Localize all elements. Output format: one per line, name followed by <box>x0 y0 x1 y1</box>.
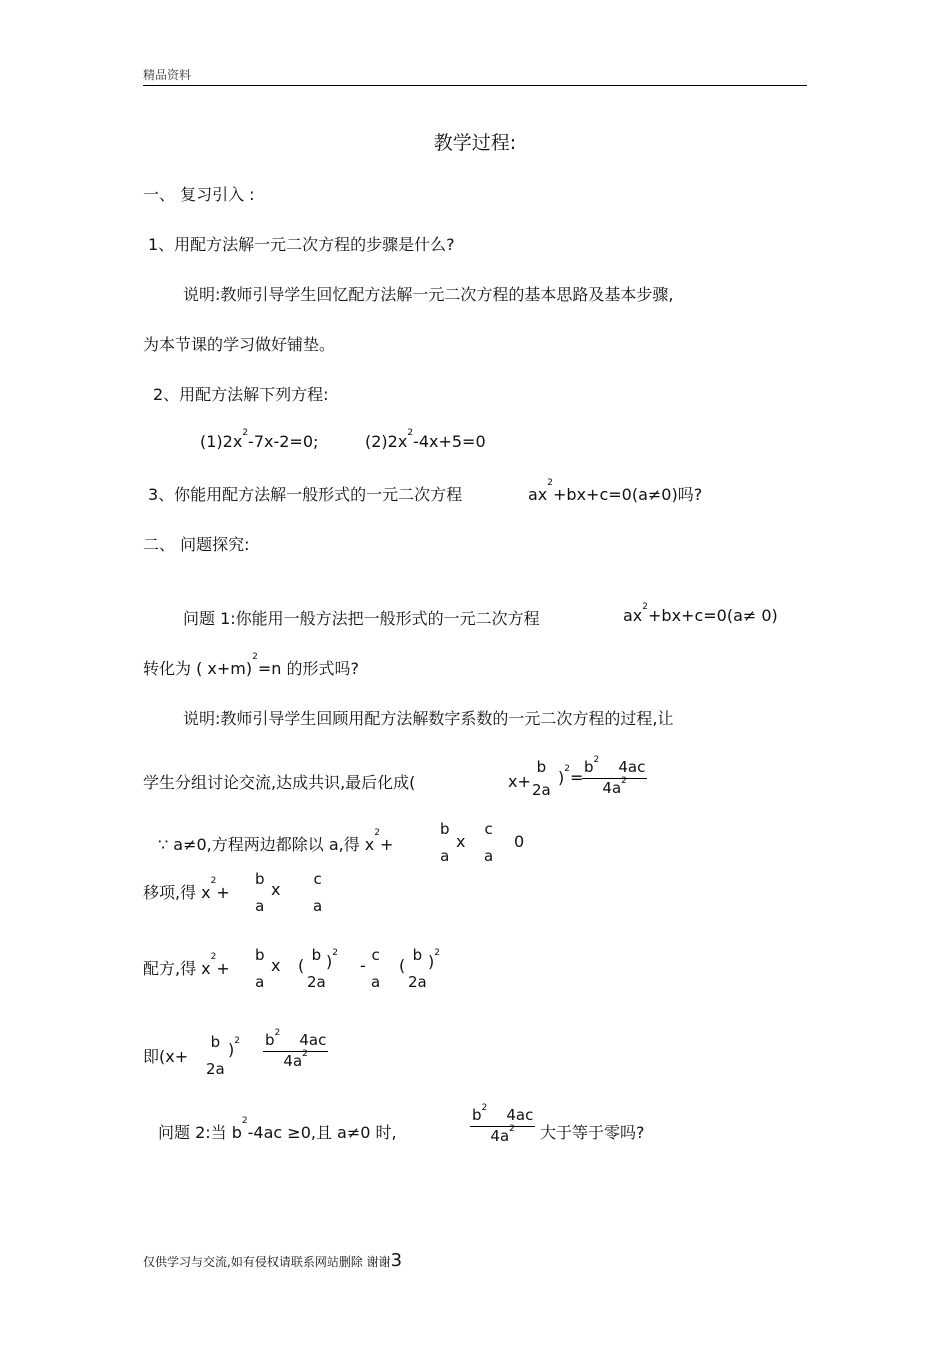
step-3-frac-b-a <box>253 948 267 990</box>
p1-line2-a: 转化为 ( x+m) <box>143 659 253 678</box>
step-3-paren-1-close <box>326 948 338 971</box>
step-2-text <box>143 876 230 903</box>
equation-1-prefix: (1)2x <box>200 432 243 451</box>
question-1: 1、用配方法解一元二次方程的步骤是什么? <box>148 235 455 254</box>
problem-2-frac-den: 4a <box>490 1127 510 1145</box>
header-rule <box>143 85 807 86</box>
step-4-fraction-rhs <box>263 1028 328 1070</box>
p1-eq-exponent: 2 <box>642 602 649 612</box>
final-fraction-rhs <box>582 755 647 797</box>
step-4-sq: 2 <box>234 1036 240 1046</box>
problem-1-line-2 <box>143 652 359 679</box>
step-1-label: ∵ a≠0,方程两边都除以 a,得 x <box>158 835 375 854</box>
section-1-heading: 一、 复习引入 : <box>143 185 255 204</box>
step-3-frac3-den: a <box>371 973 381 991</box>
problem-2-exp: 2 <box>241 1116 248 1126</box>
p1-line2-exponent: 2 <box>252 652 258 662</box>
step-3-paren-2-open: ( <box>399 956 406 975</box>
equation-2 <box>365 428 486 451</box>
step-3-exp: 2 <box>210 952 217 962</box>
step-4-rhs-den-exp: 2 <box>302 1049 308 1059</box>
q3-eq-b: +bx+c=0(a≠0)吗? <box>553 485 703 504</box>
problem-2-frac-b: b <box>472 1106 482 1124</box>
section-2-heading: 二、 问题探究: <box>143 535 250 554</box>
step-2-frac-den: a <box>255 897 265 915</box>
step-1-frac2-num: c <box>484 820 493 838</box>
step-2-frac2-den: a <box>313 897 323 915</box>
footer-text: 仅供学习与交流,如有侵权请联系网站删除 谢谢 <box>143 1255 391 1269</box>
final-equals: = <box>569 768 584 787</box>
step-4-rhs-b: b <box>265 1031 275 1049</box>
equation-1 <box>200 428 319 451</box>
step-1-exp: 2 <box>374 828 381 838</box>
step-3-frac4-den: 2a <box>408 973 427 991</box>
step-2-plus: + <box>216 883 230 902</box>
step-2-x: x <box>271 880 281 899</box>
step-3-frac2-num: b <box>311 946 322 964</box>
step-3-paren-1-open: ( <box>298 956 305 975</box>
step-3-close-2: ) <box>428 952 435 971</box>
step-3-text <box>143 952 230 979</box>
step-1-frac-c-a <box>482 822 495 864</box>
step-2-frac-c-a <box>311 872 324 914</box>
question-2: 2、用配方法解下列方程: <box>153 385 329 404</box>
p1-line2-b: =n 的形式吗? <box>257 659 359 678</box>
problem-1-text: 问题 1:你能用一般方法把一般形式的一元二次方程 <box>183 609 540 628</box>
step-1-frac-b-a <box>438 822 452 864</box>
step-3-frac3-num: c <box>371 946 380 964</box>
footer <box>143 1250 402 1271</box>
step-3-sq-2: 2 <box>434 948 440 958</box>
step-1-frac-num: b <box>440 820 450 838</box>
step-4-frac-num: b <box>210 1033 221 1051</box>
note-1-line-2: 为本节课的学习做好铺垫。 <box>143 335 336 354</box>
final-rhs-b-exp: 2 <box>593 755 600 765</box>
step-3-close-1: ) <box>326 952 333 971</box>
final-rhs-den-exp: 2 <box>621 776 627 786</box>
final-close-paren: ) <box>558 768 565 787</box>
step-3-frac-b-2a-2 <box>406 948 429 990</box>
step-4-rhs-4ac: 4ac <box>299 1031 327 1049</box>
step-1-zero: 0 <box>514 832 525 851</box>
equation-1-rest: -7x-2=0; <box>248 432 319 451</box>
final-rhs-den: 4a <box>602 779 622 797</box>
step-2-label: 移项,得 x <box>143 883 211 902</box>
page-number: 3 <box>390 1250 403 1271</box>
step-3-frac-den: a <box>255 973 265 991</box>
note-2-line-2: 学生分组讨论交流,达成共识,最后化成( <box>143 773 416 792</box>
step-3-frac-c-a <box>369 948 382 990</box>
note-2-line-1: 说明:教师引导学生回顾用配方法解数字系数的一元二次方程的过程,让 <box>183 709 674 728</box>
step-3-frac4-num: b <box>412 946 423 964</box>
final-close <box>558 764 584 787</box>
step-4-rhs-den: 4a <box>283 1052 303 1070</box>
final-exponent: 2 <box>564 764 570 774</box>
q3-eq-a: ax <box>528 485 548 504</box>
step-3-plus: + <box>216 959 230 978</box>
step-1-frac2-den: a <box>484 847 494 865</box>
step-3-frac2-den: 2a <box>307 973 326 991</box>
problem-2-text <box>158 1116 397 1143</box>
step-1-text <box>158 828 394 855</box>
problem-2-frac-4ac: 4ac <box>506 1106 534 1124</box>
step-1-x: x <box>456 832 466 851</box>
final-frac-num: b <box>536 758 547 776</box>
note-1-line-1: 说明:教师引导学生回忆配方法解一元二次方程的基本思路及基本步骤, <box>183 285 674 304</box>
problem-2-frac-den-exp: 2 <box>509 1124 515 1134</box>
problem-2-tail: 大于等于零吗? <box>540 1123 645 1142</box>
step-3-sq-1: 2 <box>332 948 338 958</box>
equation-2-prefix: (2)2x <box>365 432 408 451</box>
step-2-frac-num: b <box>255 870 265 888</box>
step-2-frac-b-a <box>253 872 267 914</box>
problem-2-frac-b-exp: 2 <box>481 1103 488 1113</box>
q3-eq-exponent: 2 <box>547 478 554 488</box>
problem-2-b: -4ac ≥0,且 a≠0 时, <box>247 1123 397 1142</box>
step-2-exp: 2 <box>210 876 217 886</box>
step-4-label: 即(x+ <box>143 1047 189 1066</box>
problem-1-equation <box>623 602 778 625</box>
step-3-x: x <box>271 956 281 975</box>
step-4-close-paren: ) <box>228 1040 235 1059</box>
question-3-equation <box>528 478 703 505</box>
equation-2-exponent: 2 <box>407 428 414 438</box>
step-3-minus: - <box>360 956 366 975</box>
step-4-close <box>228 1036 240 1059</box>
step-1-plus: + <box>380 835 394 854</box>
step-4-frac-den: 2a <box>206 1060 225 1078</box>
final-rhs-b: b <box>584 758 594 776</box>
step-3-label: 配方,得 x <box>143 959 211 978</box>
problem-2-a: 问题 2:当 b <box>158 1123 242 1142</box>
final-rhs-4ac: 4ac <box>618 758 646 776</box>
step-3-paren-2-close <box>428 948 440 971</box>
step-4-frac-b-2a <box>204 1035 227 1077</box>
p1-eq-a: ax <box>623 606 643 625</box>
p1-eq-b: +bx+c=0(a≠ 0) <box>648 606 778 625</box>
problem-2-fraction <box>470 1103 535 1145</box>
step-3-frac-num: b <box>255 946 265 964</box>
final-xplus: x+ <box>508 772 531 791</box>
equation-2-rest: -4x+5=0 <box>413 432 486 451</box>
final-frac-den: 2a <box>532 781 551 799</box>
step-4-rhs-b-exp: 2 <box>274 1028 281 1038</box>
page-title: 教学过程: <box>433 132 517 154</box>
step-1-frac-den: a <box>440 847 450 865</box>
step-3-frac-b-2a <box>305 948 328 990</box>
header-label: 精品资料 <box>143 68 192 82</box>
equation-1-exponent: 2 <box>242 428 249 438</box>
question-3-text: 3、你能用配方法解一般形式的一元二次方程 <box>148 485 463 504</box>
step-2-frac2-num: c <box>313 870 322 888</box>
final-fraction-b-2a <box>530 760 553 798</box>
